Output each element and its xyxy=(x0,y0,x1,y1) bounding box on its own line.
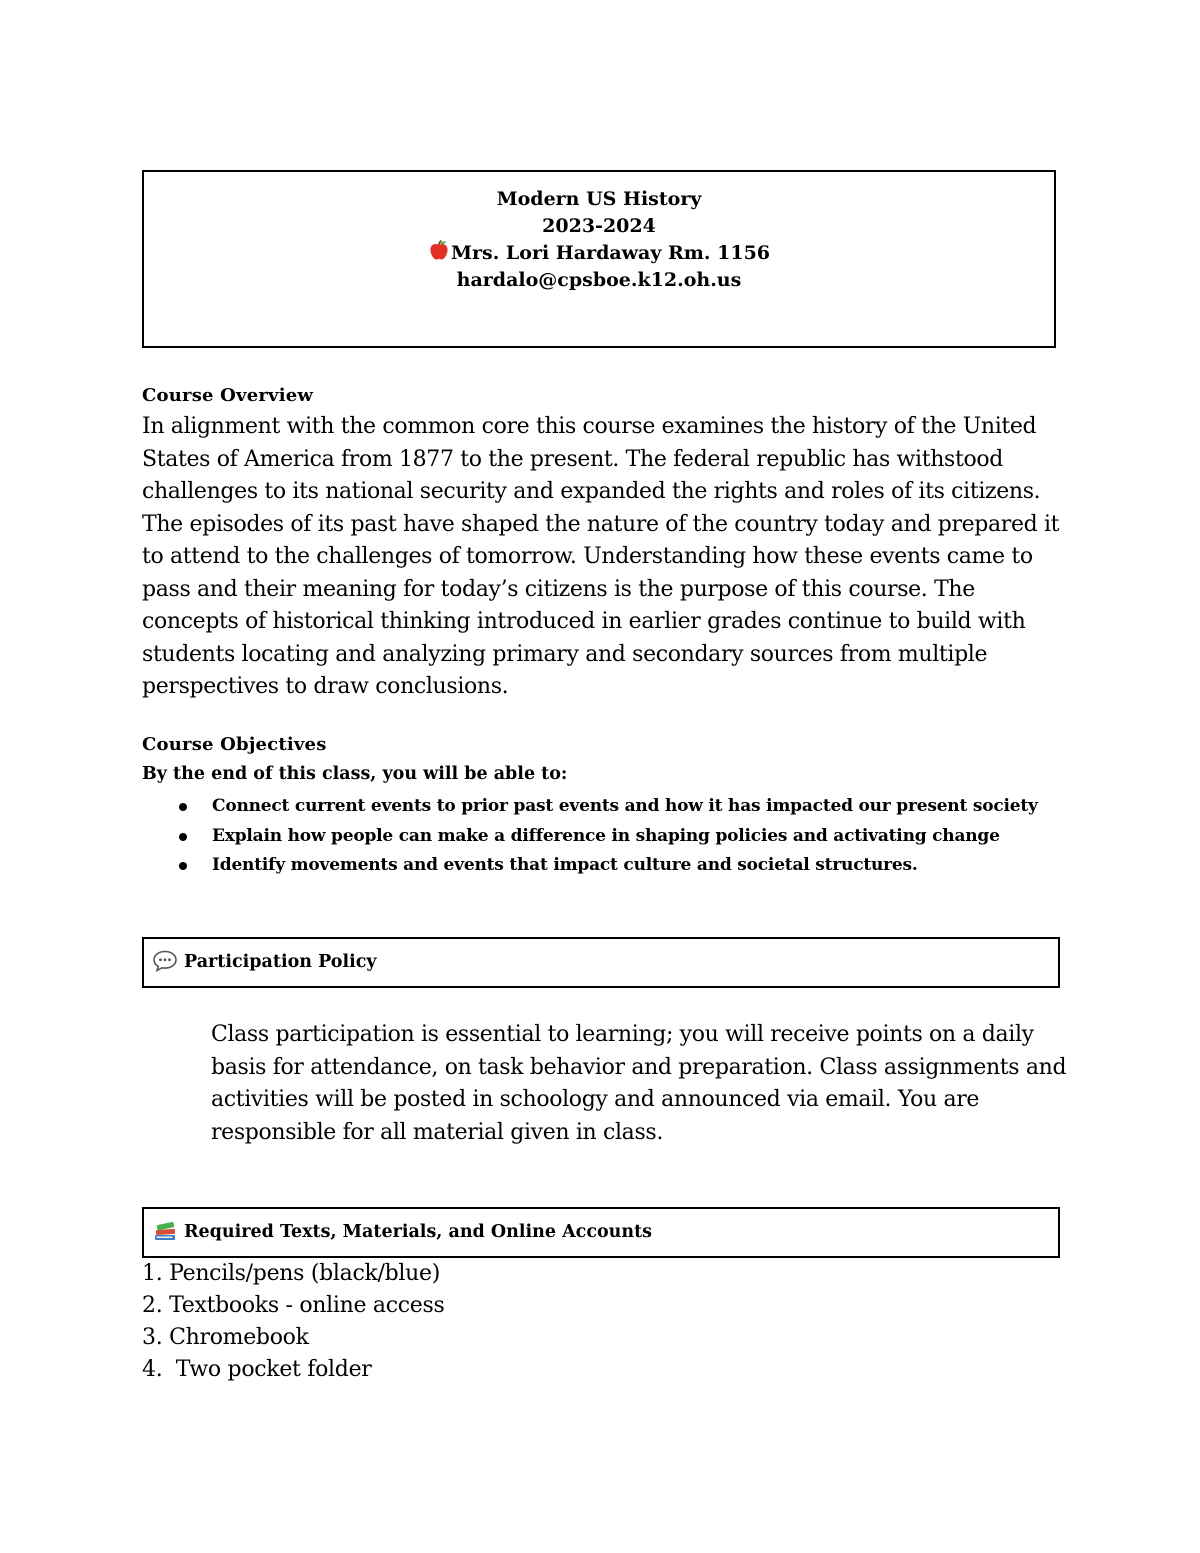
books-icon xyxy=(152,1219,178,1243)
objectives-heading: Course Objectives xyxy=(142,734,327,755)
list-item: 4. Two pocket folder xyxy=(142,1357,372,1382)
list-item: Identify movements and events that impact culture and societal structures. xyxy=(142,851,1038,881)
materials-list xyxy=(142,1258,444,1386)
teacher-line xyxy=(144,239,1054,267)
objectives-intro: By the end of this class, you will be able to: xyxy=(142,764,568,784)
list-item: Explain how people can make a difference in shaping policies and activating change xyxy=(142,822,1038,852)
syllabus-header-box xyxy=(142,170,1056,348)
objectives-list xyxy=(142,792,1038,881)
participation-heading-box xyxy=(142,937,1060,988)
participation-paragraph: Class participation is essential to learning; you will receive points on a daily basis for attendance, on task behavior and preparation. Class assignments and activities will be posted in schoology and announced via email. You are responsible for all material given in class. xyxy=(211,1022,1067,1145)
speech-bubble-icon xyxy=(152,949,178,973)
bullet-icon xyxy=(179,862,187,870)
school-year: 2023-2024 xyxy=(542,214,656,237)
overview-paragraph: In alignment with the common core this course examines the history of the United States of America from 1877 to the present. The federal republic has withstood challenges to its national security and expanded the rights and roles of its citizens. The episodes of its past have shaped the nature of the country today and prepared it to attend to the challenges of tomorrow. Understanding how these events came to pass and their meaning for today’s citizens is the purpose of this course. The concepts of historical thinking introduced in earlier grades continue to build with students locating and analyzing primary and secondary sources from multiple perspectives to draw conclusions. xyxy=(142,414,1060,699)
list-item: 3. Chromebook xyxy=(142,1325,309,1350)
materials-heading: Required Texts, Materials, and Online Accounts xyxy=(184,1222,653,1242)
list-item: 2. Textbooks - online access xyxy=(142,1293,445,1318)
materials-heading-box xyxy=(142,1207,1060,1258)
list-item: 1. Pencils/pens (black/blue) xyxy=(142,1261,441,1286)
course-title: Modern US History xyxy=(496,188,702,210)
apple-icon xyxy=(428,239,450,261)
participation-heading: Participation Policy xyxy=(184,952,377,972)
teacher-email: hardalo@cpsboe.k12.oh.us xyxy=(456,268,742,291)
overview-heading: Course Overview xyxy=(142,385,314,406)
bullet-icon xyxy=(179,833,187,841)
teacher-name-room: Mrs. Lori Hardaway Rm. 1156 xyxy=(450,242,771,264)
list-item: Connect current events to prior past events and how it has impacted our present society xyxy=(142,792,1038,822)
bullet-icon xyxy=(179,803,187,811)
